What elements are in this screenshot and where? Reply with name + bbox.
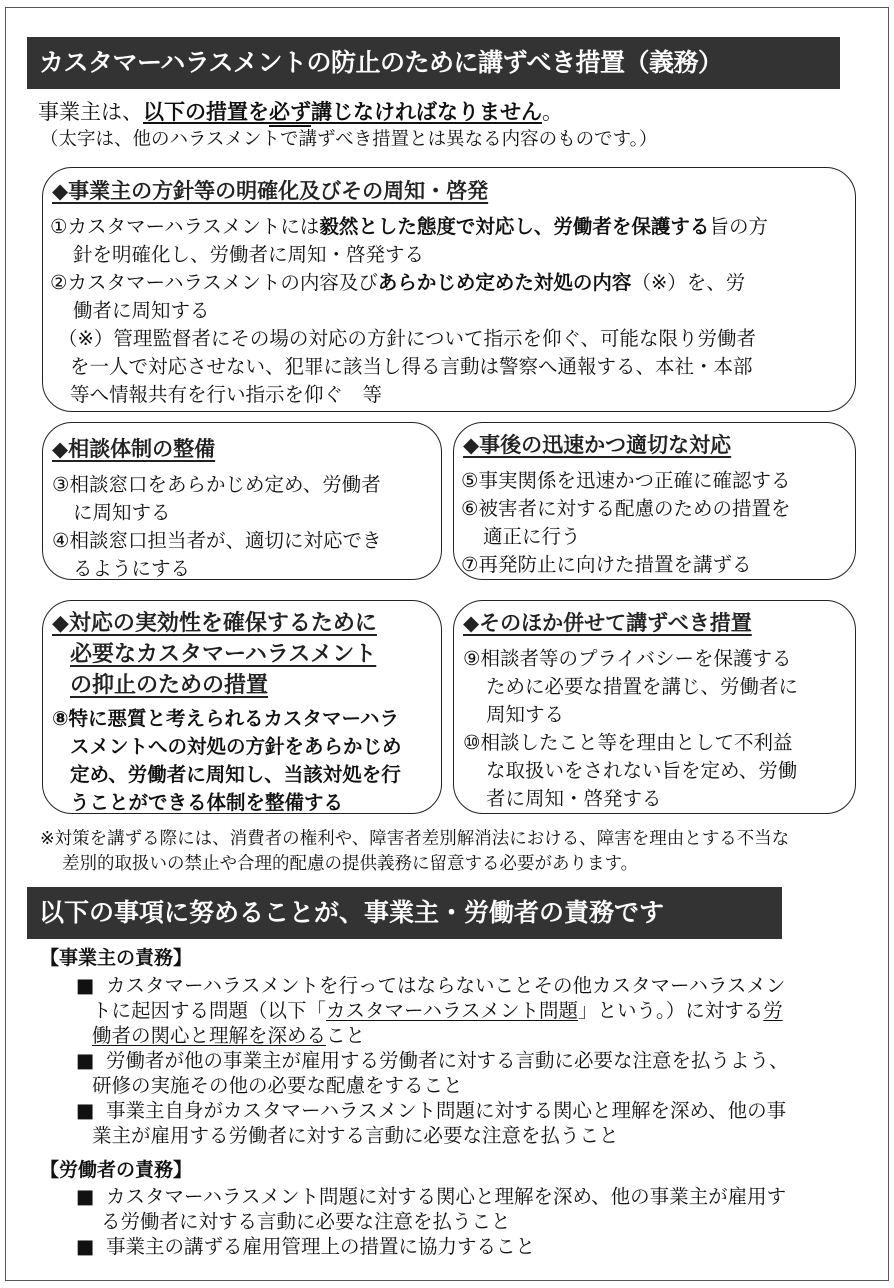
box-other-measures-heading: ◆そのほか併せて講ずべき措置: [463, 611, 752, 635]
box-response-line2: ⑥被害者に対する配慮のための措置を: [461, 497, 791, 520]
box-other-measures-line1: ⑨相談者等のプライバシーを保護する: [463, 647, 792, 670]
footnote-line2: 差別的取扱いの禁止や合理的配慮の提供義務に留意する必要があります。: [62, 854, 639, 874]
box-policy-item1: ①カスタマーハラスメントには毅然とした態度で対応し、労働者を保護する旨の方: [50, 215, 768, 238]
square-bullet-icon: ■: [76, 1235, 95, 1258]
box-consultation-line3: ④相談窓口担当者が、適切に対応でき: [52, 529, 382, 552]
box-policy-heading: ◆事業主の方針等の明確化及びその周知・啓発: [52, 179, 489, 203]
box-response-line1: ⑤事実関係を迅速かつ正確に確認する: [461, 469, 791, 492]
box-other-measures-line5: な取扱いをされない旨を定め、労働: [486, 759, 798, 782]
square-bullet-icon: ■: [76, 1099, 95, 1122]
box-policy-item2: ②カスタマーハラスメントの内容及びあらかじめ定めた対処の内容（※）を、労: [50, 271, 746, 294]
worker-heading: 【労働者の責務】: [40, 1159, 193, 1181]
employer-bullet1-line1: ■ カスタマーハラスメントを行ってはならないことその他カスタマーハラスメン: [76, 972, 785, 1000]
employer-heading: 【事業主の責務】: [40, 947, 193, 969]
square-bullet-icon: ■: [76, 1049, 95, 1072]
box-response-line4: ⑦再発防止に向けた措置を講ずる: [461, 553, 752, 576]
box-consultation-line1: ③相談窓口をあらかじめ定め、労働者: [52, 473, 381, 496]
box-policy-note-1: （※）管理監督者にその場の対応の方針について指示を仰ぐ、可能な限り労働者: [58, 327, 757, 350]
section-title-responsibilities: 以下の事項に努めることが、事業主・労働者の責務です: [27, 887, 782, 939]
worker-bullet1-line1: ■ カスタマーハラスメント問題に対する関心と理解を深め、他の事業主が雇用す: [76, 1183, 786, 1211]
box-deterrence-heading-1: ◆対応の実効性を確保するために: [52, 611, 377, 636]
square-bullet-icon: ■: [76, 1185, 95, 1208]
footnote-line1: ※対策を講ずる際には、消費者の権利や、障害者差別解消法における、障害を理由とする不当な: [40, 829, 790, 849]
employer-bullet3-line1: ■ 事業主自身がカスタマーハラスメント問題に対する関心と理解を深め、他の事: [76, 1097, 786, 1125]
intro-note: （太字は、他のハラスメントで講ずべき措置とは異なる内容のものです。）: [40, 129, 658, 150]
box-policy-note-3: 等へ情報共有を行い指示を仰ぐ 等: [70, 383, 383, 406]
employer-bullet3-line2: 業主が雇用する労働者に対する言動に必要な注意を払うこと: [92, 1124, 619, 1147]
box-other-measures-line6: 者に周知・啓発する: [486, 787, 662, 810]
section-title-obligations: カスタマーハラスメントの防止のために講ずべき措置（義務）: [27, 37, 840, 89]
box-consultation-line2: に周知する: [73, 501, 171, 524]
employer-bullet1-line3: 働者の関心と理解を深めること: [92, 1024, 366, 1047]
box-response-line3: 適正に行う: [483, 525, 581, 548]
box-other-measures-line3: 周知する: [486, 703, 565, 726]
box-consultation-line4: るようにする: [73, 557, 191, 580]
box-other-measures-line2: ために必要な措置を講じ、労働者に: [486, 675, 799, 698]
box-policy-item1-cont: 針を明確化し、労働者に周知・啓発する: [73, 243, 425, 266]
box-response-heading: ◆事後の迅速かつ適切な対応: [463, 433, 732, 457]
box-deterrence-heading-2: 必要なカスタマーハラスメント: [70, 642, 377, 667]
worker-bullet2-line1: ■ 事業主の講ずる雇用管理上の措置に協力すること: [76, 1233, 535, 1261]
intro-line: 事業主は、以下の措置を必ず講じなければなりません。: [38, 100, 563, 124]
worker-bullet1-line2: る労働者に対する言動に必要な注意を払うこと: [101, 1210, 511, 1233]
employer-bullet2-line2: 研修の実施その他の必要な配慮をすること: [92, 1074, 463, 1097]
employer-bullet1-line2: トに起因する問題（以下「カスタマーハラスメント問題」という。）に対する労: [92, 999, 783, 1022]
employer-bullet2-line1: ■ 労働者が他の事業主が雇用する労働者に対する言動に必要な注意を払うよう、: [76, 1047, 789, 1075]
box-deterrence-line2: スメントへの対処の方針をあらかじめ: [70, 735, 402, 758]
box-deterrence-heading-3: の抑止のための措置: [70, 673, 269, 698]
square-bullet-icon: ■: [76, 974, 95, 997]
box-consultation-heading: ◆相談体制の整備: [52, 437, 216, 461]
box-deterrence-line4: うことができる体制を整備する: [70, 791, 344, 814]
box-policy-note-2: を一人で対応させない、犯罪に該当し得る言動は警察へ通報する、本社・本部: [70, 355, 753, 378]
box-policy-item2-cont: 働者に周知する: [73, 299, 210, 322]
box-deterrence-line1: ⑧特に悪質と考えられるカスタマーハラ: [52, 707, 400, 730]
box-other-measures-line4: ⑩相談したこと等を理由として不利益: [463, 731, 793, 754]
box-deterrence-line3: 定め、労働者に周知し、当該対処を行: [70, 763, 401, 786]
